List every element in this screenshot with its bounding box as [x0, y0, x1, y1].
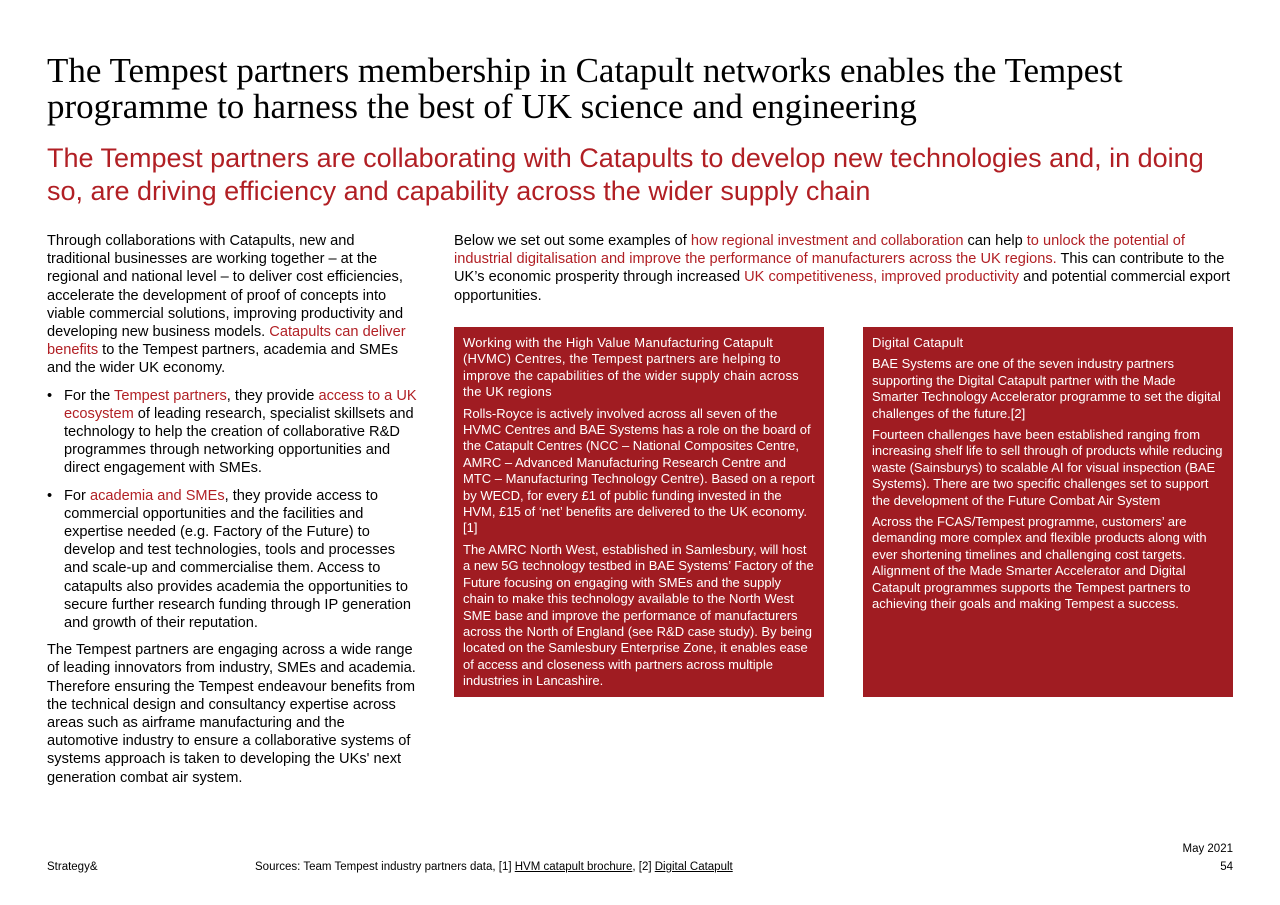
text-span: For [64, 487, 90, 504]
page-number: 54 [1220, 861, 1233, 873]
box-paragraph: The AMRC North West, established in Samlesbury, will host a new 5G technology testbed in BAE Systems’ Factory of the Future focusing on engaging with SMEs and the supply chain to make this technology available to the North West SME base and improve the performance of manufacturers across the North of England (see R&D case study). By being located on the Samlesbury Enterprise Zone, it enables ease of access and closeness with partners across multiple industries in Lancashire. [463, 541, 814, 689]
box-paragraph: Fourteen challenges have been established ranging from increasing shelf life to sell through of products while reducing waste (Sainsburys) to scalable AI for visual inspection (BAE Systems). There are two specific challenges set to support the development of the Future Combat Air System [872, 427, 1223, 508]
text-span: to the Tempest partners, academia and SMEs and the wider UK economy. [47, 342, 398, 377]
left-paragraph-2: The Tempest partners are engaging across a wide range of leading innovators from industry, SMEs and academia. Therefore ensuring the Tempest endeavour benefits from the technical design and consultancy expertise across areas such as airframe manufacturing and the automotive industry to ensure a collaborative systems of systems approach is taken to developing the UKs' next generation combat air system. [47, 642, 416, 786]
list-item [47, 387, 419, 478]
bullet-list [47, 387, 419, 633]
box-title: Digital Catapult [872, 335, 964, 350]
highlight-text: UK competitiveness, improved productivity [744, 269, 1020, 286]
text-span: can help [963, 233, 1027, 249]
highlight-text: academia and SMEs [89, 487, 225, 504]
highlight-text: Tempest partners [114, 387, 227, 404]
hvm-brochure-link[interactable]: HVM catapult brochure [514, 861, 633, 873]
text-span: Through collaborations with Catapults, new and traditional businesses are working together – at the regional and national level – to deliver cost efficiencies, accelerate the development of proof of concepts into viable commercial solutions, improving productivity and developing new business models. [47, 233, 404, 341]
list-item [47, 487, 419, 633]
page-title: The Tempest partners membership in Catapult networks enables the Tempest programme to harness the best of UK science and engineering [47, 51, 1123, 126]
box-paragraph: Across the FCAS/Tempest programme, customers’ are demanding more complex and flexible products along with ever shortening timelines and challenging cost targets. Alignment of the Made Smarter Accelerator and Digital Catapult programmes supports the Tempest partners to achieving their goals and making Tempest a success. [872, 514, 1207, 612]
highlight-text: how regional investment and collaboration [690, 233, 964, 249]
digital-catapult-link[interactable]: Digital Catapult [654, 861, 733, 873]
left-paragraph-1 [47, 232, 419, 378]
digital-catapult-box [863, 327, 1233, 697]
text-span: , they provide access to commercial opportunities and the facilities and expertise needed (e.g. Factory of the Future) to develop and test technologies, tools and processes and scale-up and commercialise them. Access to catapults also provides academia the opportunities to secure further research funding through IP generation and growth of their reputation. [64, 487, 411, 632]
footer-date: May 2021 [1182, 843, 1233, 855]
box-paragraph: BAE Systems are one of the seven industry partners supporting the Digital Catapult partner with the Made Smarter Technology Accelerator programme to set the digital challenges of the future.[2] [872, 356, 1221, 421]
box-title: Working with the High Value Manufacturing Catapult (HVMC) Centres, the Tempest partners are helping to improve the capabilities of the wider supply chain across the UK regions [463, 335, 799, 400]
bullet-icon: • [47, 487, 53, 504]
bullet-icon: • [47, 387, 53, 404]
text-span: For the [64, 387, 115, 404]
text-span: of leading research, specialist skillsets and technology to help the creation of collaborative R&D programmes through networking opportunities and direct engagement with SMEs. [64, 405, 414, 477]
text-span: , [2] [632, 861, 655, 873]
text-span: Sources: Team Tempest industry partners data, [1] [255, 861, 515, 873]
highlight-text: to unlock the potential of industrial digitalisation and improve the performance of manufacturers across the UK regions. [454, 233, 1185, 268]
hvmc-case-box [454, 327, 824, 697]
footer-brand: Strategy& [47, 861, 98, 873]
box-paragraph: Rolls-Royce is actively involved across all seven of the HVMC Centres and BAE Systems has a role on the board of the Catapult Centres (NCC – National Composites Centre, AMRC – Advanced Manufacturing Research Centre and MTC – Manufacturing Technology Centre). Based on a report by WECD, for every £1 of public funding invested in the HVM, £15 of ‘net’ benefits are delivered to the UK economy.[1] [463, 405, 815, 536]
highlight-text: Catapults can deliver benefits [47, 324, 406, 359]
highlight-text: access to a UK ecosystem [64, 387, 417, 422]
text-span: and potential commercial export opportunities. [454, 269, 1231, 304]
text-span: Below we set out some examples of [454, 233, 691, 249]
text-span: , they provide [226, 387, 319, 404]
intro-paragraph [454, 232, 1234, 305]
text-span: This can contribute to the UK’s economic prosperity through increased [454, 251, 1225, 286]
footer-sources [255, 861, 733, 873]
page-subtitle: The Tempest partners are collaborating with Catapults to develop new technologies and, in doing so, are driving efficiency and capability across the wider supply chain [47, 143, 1204, 206]
left-column [47, 232, 419, 796]
